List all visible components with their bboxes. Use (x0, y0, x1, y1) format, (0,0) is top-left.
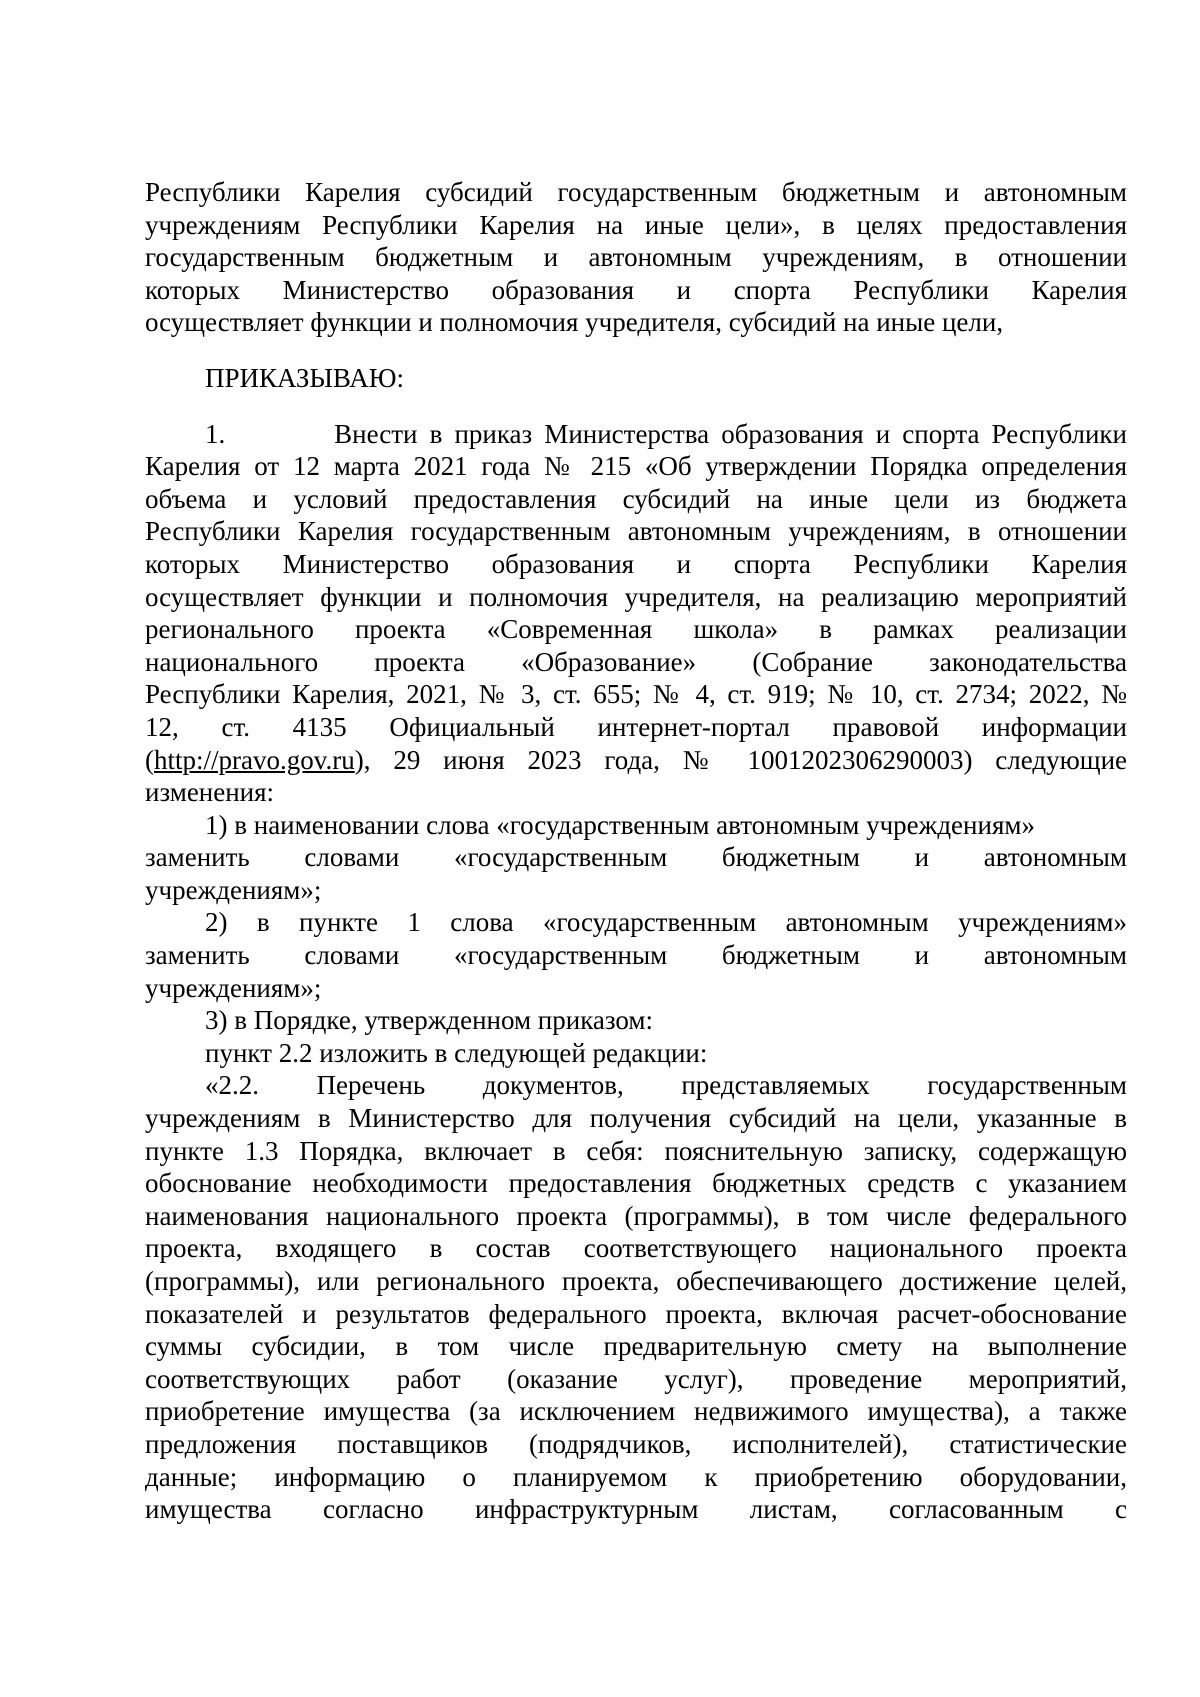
spacer (145, 339, 1127, 362)
quote-line: учреждениям в Министерство для получения субсидий на цели, указанные в (145, 1103, 1127, 1134)
quote-line: наименования национального проекта (программы), в том числе федерального (145, 1200, 1127, 1231)
item-1-line: осуществляет функции и полномочия учредителя, на реализацию мероприятий (145, 581, 1127, 612)
item-1-line: изменения: (145, 777, 275, 808)
spacer (145, 395, 1127, 418)
subitem-2 (145, 906, 1127, 1004)
subitem-3: 3) в Порядке, утвержденном приказом: (205, 1005, 653, 1036)
document-body (145, 176, 1127, 1526)
item-1-first-line (145, 418, 1127, 451)
quote-line: «2.2. Перечень документов, представляемых государственным (205, 1070, 1127, 1101)
intro-line: Республики Карелия субсидий государственным бюджетным и автономным (145, 177, 1127, 207)
item-1-number: 1. (205, 418, 226, 449)
item-1-line: Республики Карелия государственным автономным учреждениям, в отношении (145, 516, 1127, 547)
item-1-paragraph (145, 418, 1127, 809)
quote-line: данные; информацию о планируемом к приобретению оборудовании, (145, 1461, 1127, 1492)
subitem-1-line: 1) в наименовании слова «государственным автономным учреждениям» (205, 809, 1035, 840)
intro-line: учреждениям Республики Карелия на иные цели», в целях предоставления (145, 209, 1127, 240)
pravo-link[interactable]: http://pravo.gov.ru (154, 744, 355, 775)
item-1-link-line (145, 744, 1127, 777)
quote-line: суммы субсидии, в том числе предварительную смету на выполнение (145, 1331, 1127, 1362)
subitem-2-line: заменить словами «государственным бюджетным и автономным (145, 940, 1127, 971)
intro-line: государственным бюджетным и автономным учреждениям, в отношении (145, 242, 1127, 273)
item-1-line: Карелия от 12 марта 2021 года № 215 «Об утверждении Порядка определения (145, 451, 1127, 482)
quote-line: (программы), или регионального проекта, обеспечивающего достижение целей, (145, 1266, 1127, 1296)
subitem-1-line: заменить словами «государственным бюджетным и автономным (145, 842, 1127, 873)
intro-paragraph (145, 176, 1127, 339)
item-1-line: которых Министерство образования и спорта Республики Карелия (145, 548, 1127, 579)
open-paren: ( (145, 744, 154, 775)
subitem-1-line: учреждениям»; (145, 874, 322, 905)
order-heading: ПРИКАЗЫВАЮ: (205, 362, 404, 393)
item-1-after-link: ), 29 июня 2023 года, № 1001202306290003) следующие (354, 744, 1127, 775)
item-1-line: 12, ст. 4135 Официальный интернет-портал правовой информации (145, 711, 1127, 742)
item-1-line: объема и условий предоставления субсидий на иные цели из бюджета (145, 483, 1127, 514)
quote-line: приобретение имущества (за исключением недвижимого имущества), а также (145, 1396, 1127, 1427)
quote-line: предложения поставщиков (подрядчиков, исполнителей), статистические (145, 1428, 1127, 1459)
intro-line: осуществляет функции и полномочия учредителя, субсидий на иные цели, (145, 307, 1004, 338)
item-1-line: регионального проекта «Современная школа» в рамках реализации (145, 614, 1127, 645)
subitem-1 (145, 809, 1127, 907)
item-1-line: национального проекта «Образование» (Собрание законодательства (145, 646, 1127, 677)
quote-line: имущества согласно инфраструктурным листам, согласованным с (145, 1494, 1127, 1525)
quote-line: обоснование необходимости предоставления бюджетных средств с указанием (145, 1168, 1127, 1199)
point-2-2-intro: пункт 2.2 изложить в следующей редакции: (205, 1037, 708, 1068)
quote-line: проекта, входящего в состав соответствующего национального проекта (145, 1233, 1127, 1264)
item-1-text: Внести в приказ Министерства образования и спорта Республики (334, 418, 1127, 449)
quote-line: показателей и результатов федерального проекта, включая расчет-обоснование (145, 1298, 1127, 1329)
subitem-2-line: 2) в пункте 1 слова «государственным автономным учреждениям» (205, 907, 1127, 938)
subitem-2-line: учреждениям»; (145, 972, 322, 1003)
quoted-paragraph (145, 1069, 1127, 1525)
quote-line: пункте 1.3 Порядка, включает в себя: пояснительную записку, содержащую (145, 1135, 1127, 1166)
quote-line: соответствующих работ (оказание услуг), проведение мероприятий, (145, 1363, 1127, 1394)
item-1-line: Республики Карелия, 2021, № 3, ст. 655; № 4, ст. 919; № 10, ст. 2734; 2022, № (145, 679, 1127, 710)
intro-line: которых Министерство образования и спорта Республики Карелия (145, 274, 1127, 305)
